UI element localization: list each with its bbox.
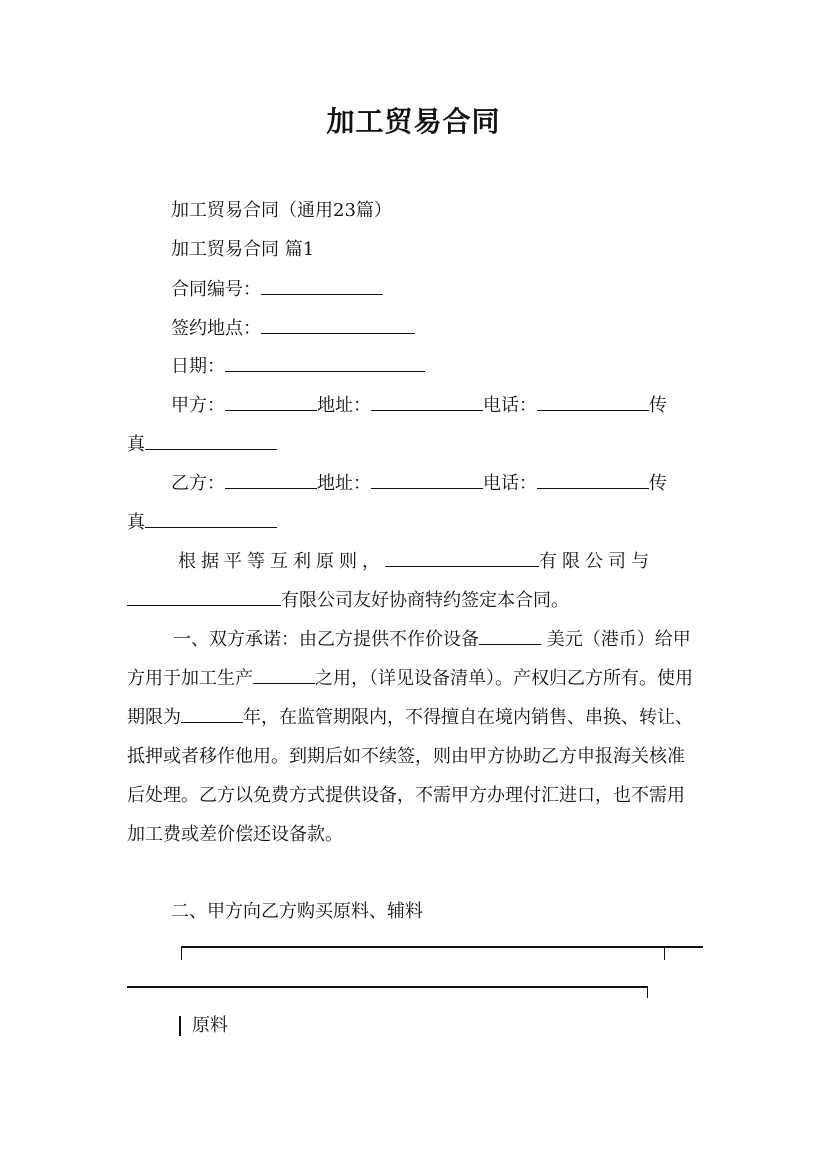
party-a-fax-label: 传 — [649, 395, 667, 416]
party-b-phone-blank — [537, 471, 649, 489]
party-b-name-blank — [225, 471, 317, 489]
party-a-fax-blank — [145, 432, 277, 450]
date-blank — [225, 354, 425, 372]
table-cell-raw-material: 原料 — [192, 1015, 228, 1036]
intro-line-1 — [178, 549, 654, 575]
party-a-phone-label: 电话： — [483, 395, 537, 416]
intro-line-2 — [127, 588, 569, 614]
party-b-address-blank — [371, 471, 483, 489]
party-a-phone-blank — [537, 393, 649, 411]
intro-part1: 根据平等互利原则， — [178, 551, 385, 572]
table-border-top-right — [664, 946, 703, 960]
party-b-fax-blank — [145, 510, 277, 528]
sign-place-blank — [261, 316, 415, 334]
party-b-address-label: 地址： — [317, 473, 371, 494]
table-cell-border — [179, 1016, 181, 1036]
party-a-line — [171, 393, 667, 419]
table-border-second — [127, 986, 648, 998]
table-border-top — [181, 946, 665, 960]
clause-1 — [127, 620, 702, 854]
contract-no-label: 合同编号： — [171, 279, 261, 300]
party-a-label: 甲方： — [171, 395, 225, 416]
section-heading: 加工贸易合同 篇1 — [171, 239, 315, 260]
clause-1-b: 美元（港币）给甲方用于加工生产 — [127, 629, 691, 689]
equipment-value-blank — [479, 627, 541, 645]
clause-1-c: 之用，（详见设备清单）。产权归乙方所有。使用期限为 — [127, 668, 693, 728]
sign-place-line — [171, 316, 415, 342]
clause-1-d: 年，在监管期限内，不得擅自在境内销售、串换、转让、抵押或者移作他用。到期后如不续签，则由甲方协助乙方申报海关核准后处理。乙方以免费方式提供设备，不需甲方办理付汇进口，也不需用加工费或差价偿还设备款。 — [127, 707, 693, 845]
party-b-line — [171, 471, 667, 497]
party-b-label: 乙方： — [171, 473, 225, 494]
product-blank — [253, 666, 315, 684]
intro-part3: 有限公司友好协商特约签定本合同。 — [281, 590, 569, 611]
party-a-address-blank — [371, 393, 483, 411]
party-b-fax-label-2: 真 — [127, 512, 145, 533]
party-a-address-label: 地址： — [317, 395, 371, 416]
term-years-blank — [181, 705, 243, 723]
company-b-blank — [127, 588, 281, 606]
date-label: 日期： — [171, 356, 225, 377]
clause-1-a: 一、双方承诺：由乙方提供不作价设备 — [173, 629, 479, 650]
party-b-phone-label: 电话： — [483, 473, 537, 494]
subtitle: 加工贸易合同（通用23篇） — [171, 200, 392, 221]
intro-part2: 有限公司与 — [539, 551, 654, 572]
document-title: 加工贸易合同 — [326, 105, 501, 138]
party-a-fax-label-2: 真 — [127, 434, 145, 455]
company-a-blank — [385, 549, 539, 567]
party-b-fax-line — [127, 510, 277, 536]
party-a-name-blank — [225, 393, 317, 411]
contract-no-blank — [261, 277, 383, 295]
clause-1-text — [127, 620, 702, 854]
date-line — [171, 354, 425, 380]
clause-2: 二、甲方向乙方购买原料、辅料 — [171, 901, 423, 922]
party-b-fax-label: 传 — [649, 473, 667, 494]
party-a-fax-line — [127, 432, 277, 458]
sign-place-label: 签约地点： — [171, 318, 261, 339]
contract-no-line — [171, 277, 383, 303]
